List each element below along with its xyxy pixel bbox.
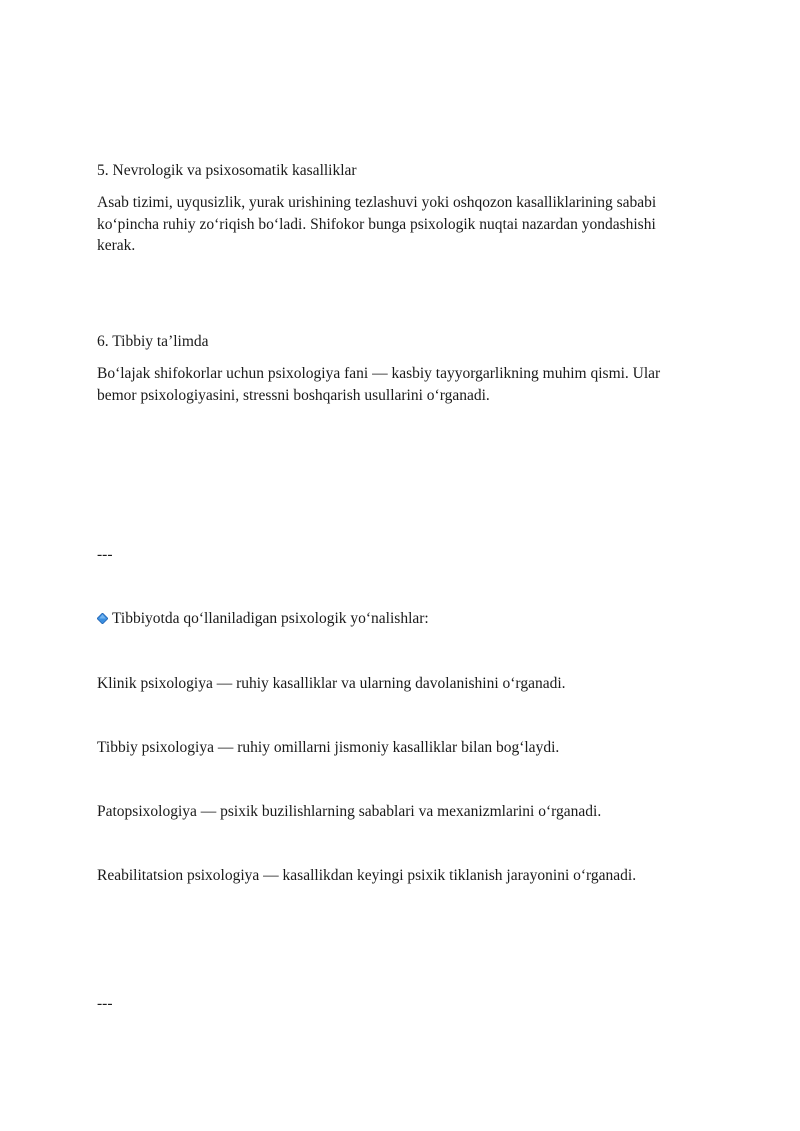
separator: ---	[97, 995, 113, 1012]
blue-diamond-icon	[97, 613, 108, 624]
list-item: Reabilitatsion psixologiya — kasallikdan keyingi psixik tiklanish jarayonini o‘rganadi.	[97, 867, 637, 884]
section-5-body: Asab tizimi, uyqusizlik, yurak urishining tezlashuvi yoki oshqozon kasalliklarining sababi ko‘pincha ruhiy zo‘riqish bo‘ladi. Shifokor bunga psixologik nuqtai nazardan yondashishi kerak.	[97, 194, 657, 254]
section-5-heading: 5. Nevrologik va psixosomatik kasalliklar	[97, 162, 357, 179]
separator: ---	[97, 546, 113, 563]
list-item: Patopsixologiya — psixik buzilishlarning sabablari va mexanizmlarini o‘rganadi.	[97, 803, 602, 820]
section-6-body: Bo‘lajak shifokorlar uchun psixologiya fani — kasbiy tayyorgarlikning muhim qismi. Ular bemor psixologiyasini, stressni boshqarish usullarini o‘rganadi.	[97, 365, 661, 404]
list-item: Klinik psixologiya — ruhiy kasalliklar va ularning davolanishini o‘rganadi.	[97, 675, 566, 692]
list-item: Tibbiy psixologiya — ruhiy omillarni jismoniy kasalliklar bilan bog‘laydi.	[97, 739, 560, 756]
directions-title: Tibbiyotda qo‘llaniladigan psixologik yo‘nalishlar:	[112, 610, 429, 627]
section-6-heading: 6. Tibbiy ta’limda	[97, 333, 209, 350]
directions-heading	[97, 608, 429, 629]
